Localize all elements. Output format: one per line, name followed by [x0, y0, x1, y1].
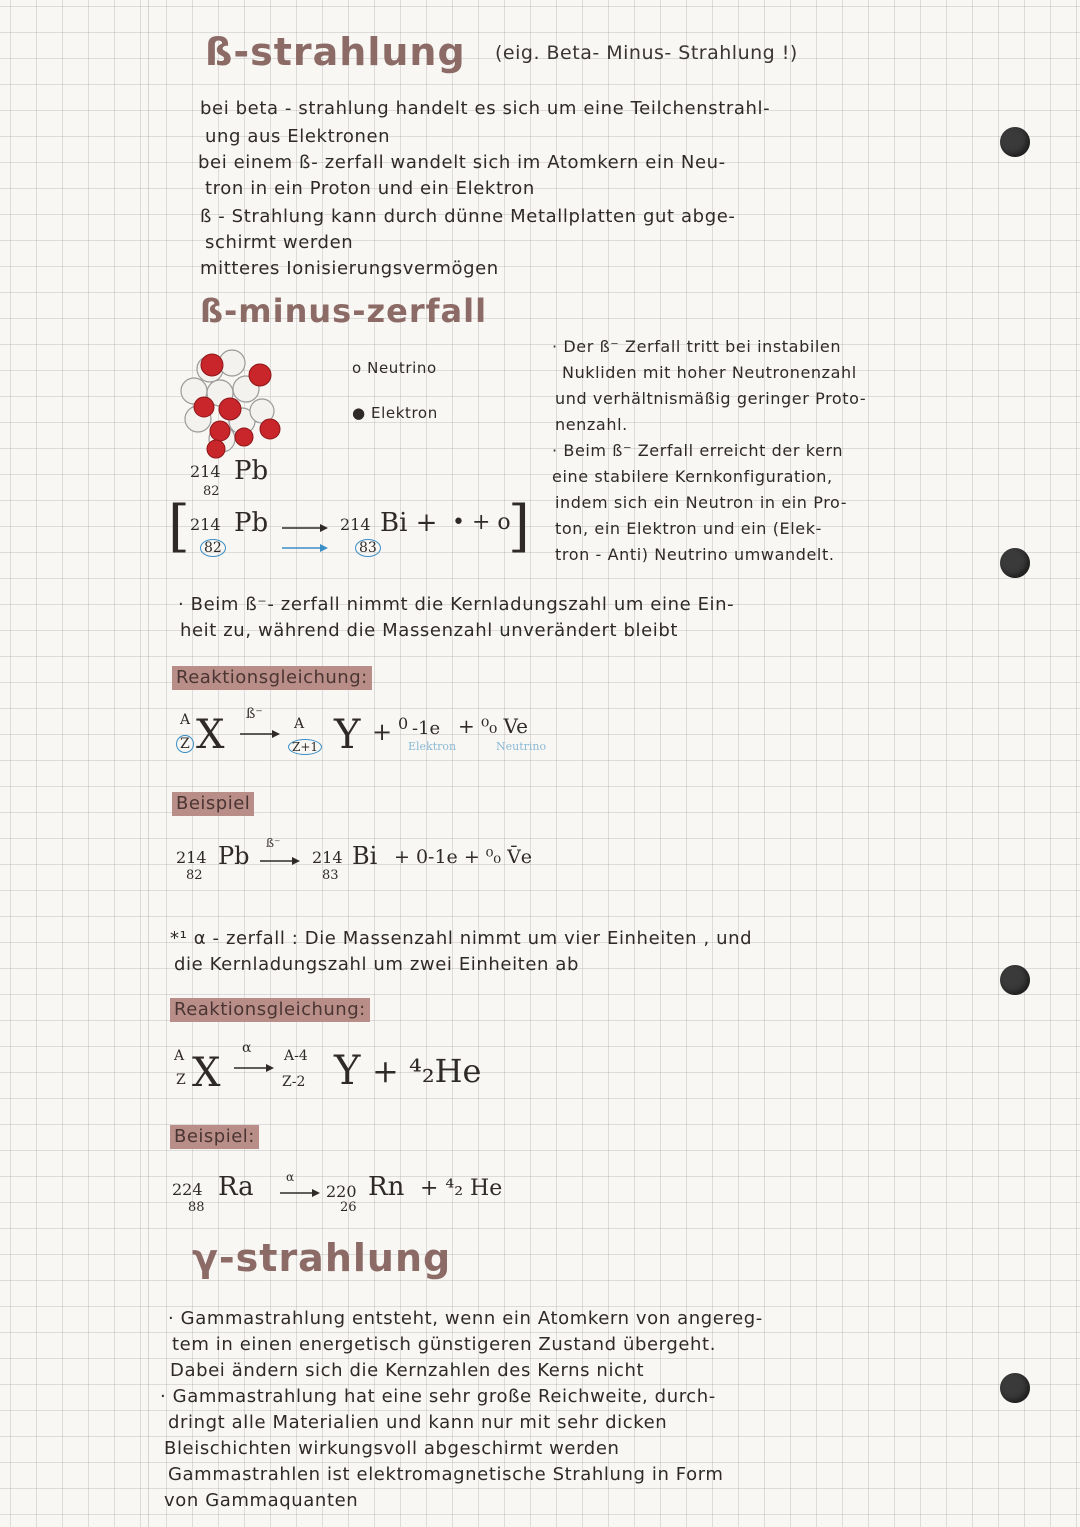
example-alpha-arrow-label: α [286, 1170, 295, 1184]
example-alpha-label: Beispiel: [170, 1125, 259, 1149]
example-alpha-rhs: Rn [368, 1172, 405, 1202]
reaction-alpha-Z: Z [176, 1072, 186, 1088]
reaction-beta-Z2: Z+1 [288, 740, 322, 754]
beta-bullet-3b: schirmt werden [205, 232, 354, 253]
reaction-alpha-arrow-label: α [242, 1040, 252, 1056]
decay-lhs-mass: 214 [190, 515, 221, 534]
beta-minus-explain-6: eine stabilere Kernkonfiguration, [552, 467, 833, 486]
nucleus-illustration [170, 345, 300, 465]
reaction-alpha-He: + ⁴₂He [372, 1052, 482, 1090]
reaction-alpha-arrow [232, 1062, 276, 1074]
beta-minus-summary-1: · Beim ß⁻- zerfall nimmt die Kernladungszahl um eine Ein- [178, 594, 735, 615]
nucleus-symbol: Pb [234, 456, 269, 486]
reaction-beta-label-elektron: Elektron [408, 740, 457, 753]
reaction-beta-nu: + ⁰₀ Ve [458, 714, 528, 738]
beta-minus-explain-2: Nukliden mit hoher Neutronenzahl [562, 363, 857, 382]
punch-hole-1 [1000, 127, 1030, 157]
beta-minus-explain-9: tron - Anti) Neutrino umwandelt. [555, 545, 835, 564]
beta-minus-summary-2: heit zu, während die Massenzahl unverändert bleibt [180, 620, 679, 641]
decay-lhs-symbol: Pb [234, 508, 269, 538]
reaction-beta-label-neutrino: Neutrino [496, 740, 547, 753]
beta-bullet-2: bei einem ß- zerfall wandelt sich im Atomkern ein Neu- [198, 152, 726, 173]
example-beta-lhs-z: 82 [186, 868, 203, 883]
reaction-beta-A: A [180, 712, 191, 728]
decay-rhs-symbol: Bi + [380, 508, 438, 538]
alpha-text-2: die Kernladungszahl um zwei Einheiten ab [174, 954, 579, 975]
reaction-beta-label: Reaktionsgleichung: [172, 666, 372, 690]
beta-title-note: (eig. Beta- Minus- Strahlung !) [495, 42, 798, 64]
example-alpha-lhs-mass: 224 [172, 1180, 203, 1199]
gamma-line-7: Gammastrahlen ist elektromagnetische Strahlung in Form [168, 1464, 724, 1485]
bracket-right: ] [508, 494, 530, 559]
example-alpha-rhs-z: 26 [340, 1200, 357, 1215]
reaction-beta-A2: A [294, 716, 305, 732]
reaction-alpha-Z2: Z-2 [282, 1074, 306, 1090]
beta-minus-explain-8: ton, ein Elektron und ein (Elek- [555, 519, 822, 538]
reaction-beta-arrow-label: ß⁻ [246, 706, 263, 722]
gamma-line-8: von Gammaquanten [164, 1490, 359, 1511]
example-beta-rhs-z: 83 [322, 868, 339, 883]
beta-bullet-3: ß - Strahlung kann durch dünne Metallplatten gut abge- [200, 206, 736, 227]
beta-title: ß-strahlung [205, 30, 466, 74]
example-alpha-rhs-mass: 220 [326, 1182, 357, 1201]
example-beta-label: Beispiel [172, 792, 254, 816]
beta-minus-explain-7: indem sich ein Neutron in ein Pro- [555, 493, 848, 512]
punch-hole-3 [1000, 965, 1030, 995]
reaction-beta-Y: Y [334, 712, 361, 758]
gamma-line-4: · Gammastrahlung hat eine sehr große Reichweite, durch- [160, 1386, 716, 1407]
example-beta-rhs: Bi [352, 842, 378, 870]
alpha-text-1: *¹ α - zerfall : Die Massenzahl nimmt um vier Einheiten , und [170, 928, 753, 949]
example-beta-lhs: Pb [218, 842, 250, 870]
beta-bullet-2b: tron in ein Proton und ein Elektron [205, 178, 535, 199]
beta-minus-explain-3: und verhältnismäßig geringer Proto- [555, 389, 867, 408]
reaction-alpha-X: X [192, 1050, 221, 1096]
example-beta-arrow-label: ß⁻ [266, 836, 281, 850]
reaction-alpha-A: A [174, 1048, 185, 1064]
gamma-line-1: · Gammastrahlung entsteht, wenn ein Atomkern von angereg- [168, 1308, 763, 1329]
decay-lhs-z: 82 [200, 540, 226, 556]
legend-neutrino: o Neutrino [352, 359, 437, 377]
decay-rhs-mass: 214 [340, 515, 371, 534]
bracket-left: [ [168, 494, 190, 559]
reaction-beta-e: -1e [412, 718, 441, 739]
beta-minus-title: ß-minus-zerfall [200, 292, 488, 330]
example-beta-arrow [258, 855, 302, 867]
beta-bullet-4: mitteres Ionisierungsvermögen [200, 258, 499, 279]
gamma-line-2: tem in einen energetisch günstigeren Zustand übergeht. [172, 1334, 717, 1355]
beta-bullet-1: bei beta - strahlung handelt es sich um eine Teilchenstrahl- [200, 98, 771, 119]
reaction-beta-Z: Z [176, 736, 194, 752]
example-beta-lhs-mass: 214 [176, 848, 207, 867]
gamma-line-3: Dabei ändern sich die Kernzahlen des Kerns nicht [170, 1360, 645, 1381]
example-alpha-arrow [278, 1187, 322, 1199]
beta-minus-explain-5: · Beim ß⁻ Zerfall erreicht der kern [552, 441, 844, 460]
example-beta-tail: + 0-1e + ⁰₀ V̄e [394, 846, 533, 868]
punch-hole-4 [1000, 1373, 1030, 1403]
reaction-alpha-label: Reaktionsgleichung: [170, 998, 370, 1022]
gamma-title: γ-strahlung [192, 1236, 452, 1280]
decay-rhs-z: 83 [355, 540, 381, 556]
nucleus-z: 82 [203, 484, 220, 499]
beta-bullet-1b: ung aus Elektronen [205, 126, 391, 147]
reaction-alpha-A2: A-4 [284, 1048, 308, 1064]
beta-minus-explain-1: · Der ß⁻ Zerfall tritt bei instabilen [552, 337, 842, 356]
reaction-alpha-Y: Y [334, 1048, 361, 1094]
example-beta-rhs-mass: 214 [312, 848, 343, 867]
reaction-beta-X: X [196, 712, 225, 758]
nucleus-mass: 214 [190, 462, 221, 481]
decay-particles: • + o [452, 510, 511, 535]
gamma-line-5: dringt alle Materialien und kann nur mit sehr dicken [168, 1412, 668, 1433]
example-alpha-tail: + ⁴₂ He [420, 1176, 503, 1201]
example-alpha-lhs: Ra [218, 1172, 254, 1202]
decay-arrow [280, 518, 330, 558]
reaction-beta-plus: + [372, 718, 393, 746]
gamma-line-6: Bleischichten wirkungsvoll abgeschirmt werden [164, 1438, 620, 1459]
margin-line [148, 0, 149, 1527]
reaction-beta-arrow [238, 728, 282, 740]
reaction-beta-e-top: 0 [398, 714, 409, 733]
beta-minus-explain-4: nenzahl. [555, 415, 628, 434]
example-alpha-lhs-z: 88 [188, 1200, 205, 1215]
punch-hole-2 [1000, 548, 1030, 578]
legend-elektron: ● Elektron [352, 404, 438, 422]
